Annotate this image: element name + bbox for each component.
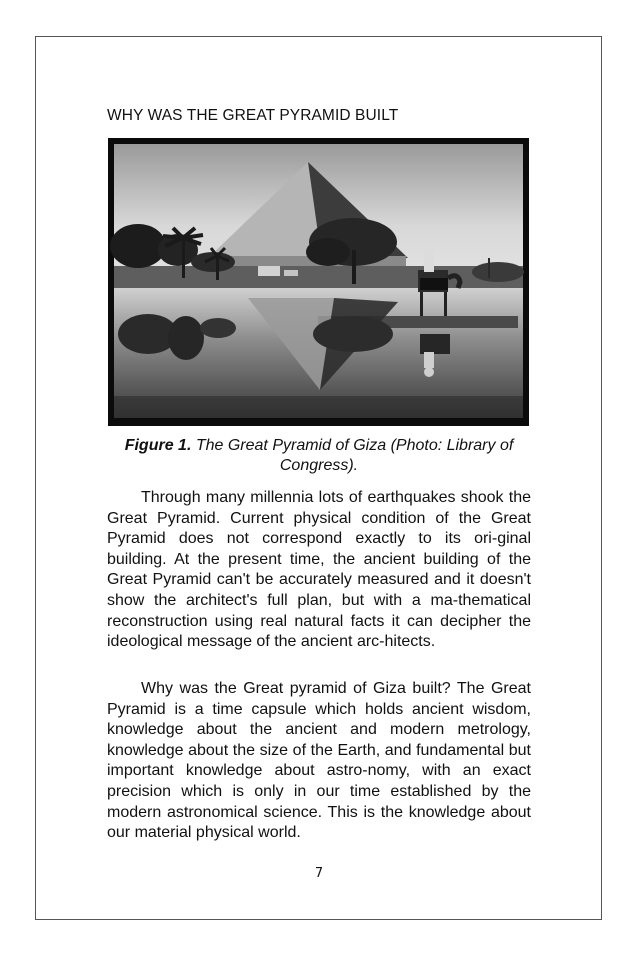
body-paragraph xyxy=(107,488,531,653)
body-paragraph-text: Through many millennia lots of earthquakes shook the Great Pyramid. Current physical condition of the Great Pyramid does not correspond exactly to its ori-ginal building. At the present time, the ancient building of the Great Pyramid can't be accurately measured and it doesn't show the architect's full plan, but with a ma-thematical reconstruction using real natural facts it can decipher the ideological message of the ancient arc-hitects. xyxy=(107,489,531,651)
pyramid-photo xyxy=(108,138,529,426)
figure-caption-text: The Great Pyramid of Giza (Photo: Library of Congress). xyxy=(191,437,514,474)
chapter-title: WHY WAS THE GREAT PYRAMID BUILT xyxy=(107,107,399,124)
page-number: 7 xyxy=(314,866,324,881)
pyramid-photo-graphic xyxy=(108,138,529,426)
figure-caption xyxy=(108,436,530,476)
body-paragraph xyxy=(107,679,531,844)
body-paragraph-text: Why was the Great pyramid of Giza built? The Great Pyramid is a time capsule which holds ancient wisdom, knowledge about the ancient and modern metrology, knowledge about the size of the Earth, and fundamental but important knowledge about astro-nomy, with an exact precision which is only in our time established by the modern astronomical science. This is the knowledge about our material physical world. xyxy=(107,680,531,842)
figure-label: Figure 1. xyxy=(124,437,192,454)
